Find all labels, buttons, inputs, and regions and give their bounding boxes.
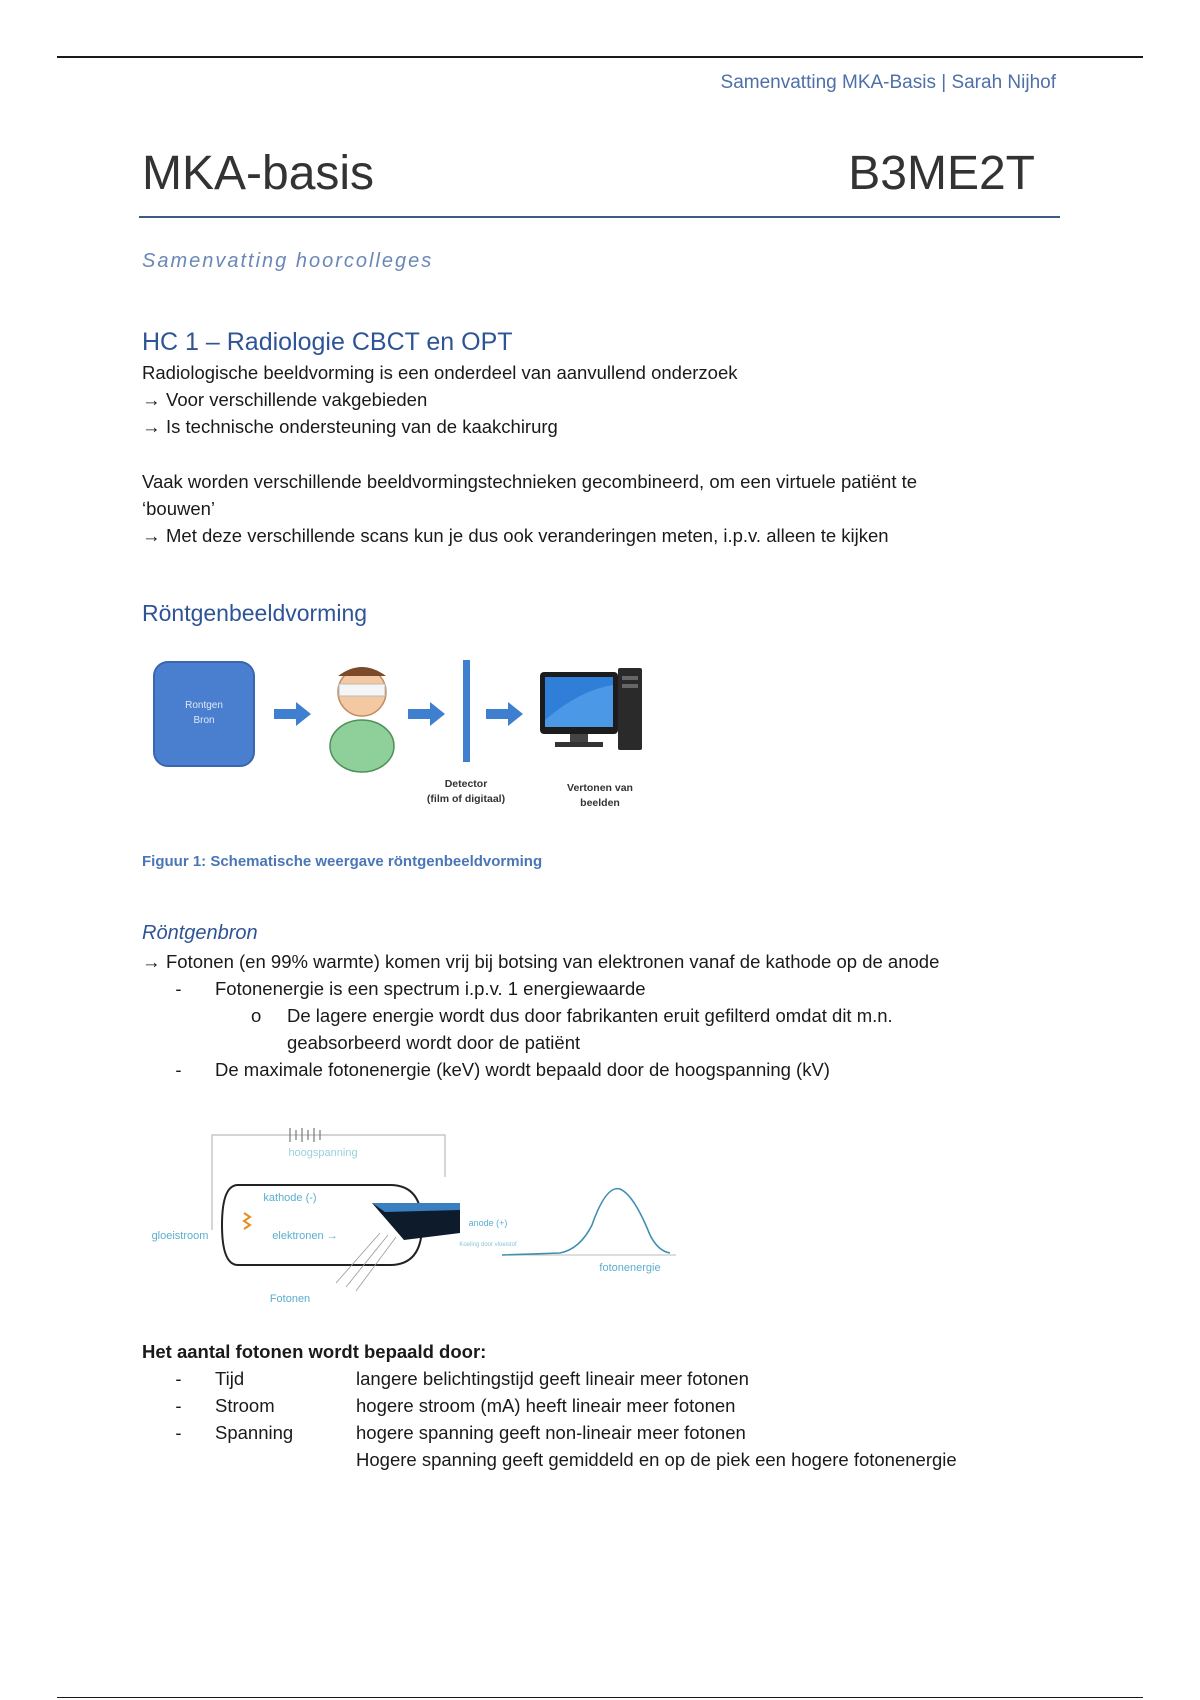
- dash-bullet: -: [175, 1422, 182, 1443]
- aantal-term: Tijd: [215, 1368, 245, 1389]
- hc1-heading: HC 1 – Radiologie CBCT en OPT: [142, 328, 513, 356]
- kathode-label: kathode (-): [263, 1192, 317, 1204]
- subtitle: Samenvatting hoorcolleges: [142, 250, 434, 272]
- bron-main-point: [142, 948, 939, 975]
- title-rule: [139, 216, 1060, 218]
- arrow-right-icon: [408, 702, 445, 726]
- dash-bullet: -: [175, 1395, 182, 1416]
- arrow-icon: →: [142, 951, 161, 972]
- aantal-row: [142, 1419, 746, 1446]
- aantal-term: Spanning: [215, 1422, 294, 1443]
- patient-icon: [330, 667, 394, 772]
- detector-label-2: (film of digitaal): [426, 793, 506, 805]
- arrow-icon: →: [142, 525, 161, 546]
- elektronen-label: elektronen →: [272, 1230, 338, 1242]
- hc1-point-1: [142, 386, 427, 413]
- point-text: De lagere energie wordt dus door fabrikanten eruit gefilterd omdat dit m.n.: [287, 1005, 893, 1026]
- point-text: Fotonen (en 99% warmte) komen vrij bij botsing van elektronen vanaf de kathode op de anode: [166, 951, 940, 972]
- source-label-1: Rontgen: [185, 700, 223, 711]
- hc1-paragraph-point: [142, 522, 889, 549]
- aantal-extra: [142, 1446, 957, 1473]
- aantal-term: Stroom: [215, 1395, 275, 1416]
- arrow-right-icon: [274, 702, 311, 726]
- document-title: MKA-basis: [142, 147, 375, 200]
- source-label-2: Bron: [193, 715, 215, 726]
- figure1-caption: Figuur 1: Schematische weergave röntgenbeeldvorming: [142, 853, 543, 870]
- gloeistroom-label: gloeistroom: [151, 1230, 209, 1242]
- display-label-1: Vertonen van: [567, 782, 633, 794]
- course-code: B3ME2T: [848, 147, 1035, 200]
- dash-bullet: -: [175, 1059, 182, 1080]
- arrow-icon: →: [142, 416, 161, 437]
- aantal-desc: langere belichtingstijd geeft lineair meer fotonen: [356, 1368, 749, 1389]
- hc1-paragraph-line2: ‘bouwen’: [142, 498, 216, 519]
- point-text: Met deze verschillende scans kun je dus ook veranderingen meten, i.p.v. alleen te kijken: [166, 525, 889, 546]
- bottom-rule: [57, 1697, 1143, 1698]
- computer-icon: [540, 668, 642, 750]
- point-text: Fotonenergie is een spectrum i.p.v. 1 energiewaarde: [215, 978, 646, 999]
- rontgenbron-heading: Röntgenbron: [142, 922, 258, 944]
- fotonenergie-label: fotonenergie: [599, 1262, 661, 1274]
- circle-bullet: o: [251, 1005, 262, 1026]
- point-text: Is technische ondersteuning van de kaakchirurg: [166, 416, 558, 437]
- aantal-extra-text: Hogere spanning geeft gemiddeld en op de piek een hogere fotonenergie: [356, 1449, 957, 1470]
- spectrum-curve: [502, 1189, 670, 1255]
- hc1-point-2: [142, 413, 558, 440]
- top-rule: [57, 56, 1143, 58]
- rontgen-heading: Röntgenbeeldvorming: [142, 600, 368, 626]
- bron-dash-1: [142, 975, 646, 1002]
- dash-bullet: -: [175, 978, 182, 999]
- figure-rontgen-schematic: [140, 650, 660, 825]
- anode-label: anode (+): [468, 1218, 508, 1228]
- aantal-row: [142, 1365, 749, 1392]
- hoogspanning-label: hoogspanning: [288, 1147, 358, 1159]
- bron-sub-1-line2: geabsorbeerd wordt door de patiënt: [287, 1032, 581, 1053]
- figure-xray-tube: [140, 1115, 740, 1310]
- point-text: Voor verschillende vakgebieden: [166, 389, 428, 410]
- aantal-row: [142, 1392, 735, 1419]
- aantal-heading: Het aantal fotonen wordt bepaald door:: [142, 1341, 487, 1362]
- arrow-right-icon: [486, 702, 523, 726]
- aantal-desc: hogere stroom (mA) heeft lineair meer fotonen: [356, 1395, 736, 1416]
- detector-bar: [463, 660, 470, 762]
- detector-label-1: Detector: [444, 778, 488, 790]
- koeling-label: Koeling door vloeistof: [459, 1242, 517, 1248]
- arrow-icon: →: [142, 389, 161, 410]
- bron-dash-2: [142, 1056, 830, 1083]
- point-text: De maximale fotonenergie (keV) wordt bepaald door de hoogspanning (kV): [215, 1059, 830, 1080]
- hc1-intro: Radiologische beeldvorming is een onderdeel van aanvullend onderzoek: [142, 362, 738, 383]
- bron-sub-1-line1: [251, 1002, 893, 1029]
- hc1-paragraph-line1: Vaak worden verschillende beeldvormingstechnieken gecombineerd, om een virtuele patiënt te: [142, 471, 918, 492]
- aantal-desc: hogere spanning geeft non-lineair meer fotonen: [356, 1422, 746, 1443]
- running-header: Samenvatting MKA-Basis | Sarah Nijhof: [720, 72, 1056, 93]
- fotonen-label: Fotonen: [269, 1293, 311, 1305]
- xray-source-box: [154, 662, 254, 766]
- display-label-2: beelden: [580, 797, 620, 809]
- dash-bullet: -: [175, 1368, 182, 1389]
